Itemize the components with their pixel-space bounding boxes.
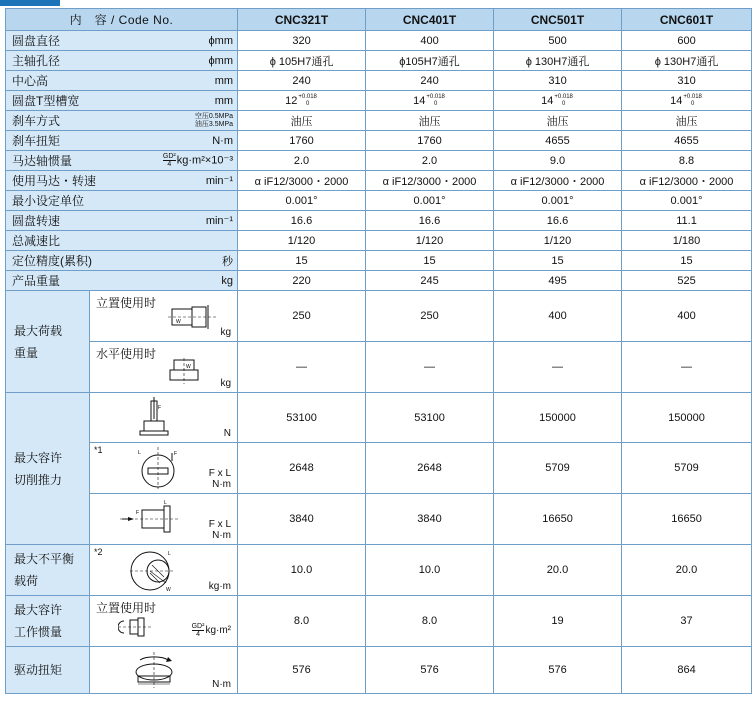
spec-value (494, 211, 622, 231)
fraction-num: GD² (191, 623, 205, 630)
spec-row (6, 231, 752, 251)
max-cut-value: 150000 (494, 393, 622, 443)
spec-row-label (6, 231, 238, 251)
max-cut-value: 16650 (494, 494, 622, 545)
spec-row-label (6, 131, 238, 151)
spec-row (6, 151, 752, 171)
spec-unit: N·m (212, 134, 234, 147)
tolerance-upper: +0.018 (683, 93, 702, 100)
drive-torque-value: 864 (622, 647, 752, 694)
svg-text:L: L (168, 551, 171, 557)
spec-value (366, 111, 494, 131)
max-cut-value: 53100 (366, 393, 494, 443)
max-cut-unit: N (223, 428, 232, 439)
spec-row (6, 191, 752, 211)
unit-suffix: kg·m²×10⁻³ (176, 154, 234, 167)
spec-table (5, 8, 752, 694)
spec-row-label (6, 91, 238, 111)
max-inertia-cell (90, 596, 238, 647)
spec-value (622, 251, 752, 271)
spec-value-text: 15 (423, 254, 436, 267)
spec-row-label (6, 211, 238, 231)
tolerance-upper: +0.018 (554, 93, 573, 100)
spec-row-label (6, 171, 238, 191)
spec-value-text: 14 (670, 94, 683, 107)
spec-name: 马达轴惯量 (12, 154, 73, 168)
spec-value (622, 111, 752, 131)
spec-value (622, 51, 752, 71)
group-line: 最大荷载 (14, 323, 63, 338)
spec-value-text: 16.6 (546, 214, 569, 227)
tolerance-lower: 0 (433, 100, 438, 107)
horizontal-mount-diagram (168, 358, 204, 384)
tolerance-lower: 0 (305, 100, 310, 107)
spec-row (6, 171, 752, 191)
max-cut-value: 2648 (238, 443, 366, 494)
spec-name: 总减速比 (12, 234, 61, 248)
max-load-vertical-value: 400 (494, 291, 622, 342)
spec-value-text: 16.6 (290, 214, 313, 227)
max-load-horizontal-cell (90, 342, 238, 393)
svg-text:F: F (174, 451, 178, 457)
spec-value (238, 251, 366, 271)
group-max-unbalance (6, 545, 90, 596)
unit-line: F x L (208, 519, 232, 530)
spec-value-text: 1760 (417, 134, 442, 147)
tolerance-lower: 0 (690, 100, 695, 107)
spec-value (238, 171, 366, 191)
spec-name: 主轴孔径 (12, 54, 61, 68)
spec-row-label (6, 251, 238, 271)
spec-value-text: 12 (285, 94, 298, 107)
spec-unit: mm (214, 74, 234, 87)
max-cut-value: 53100 (238, 393, 366, 443)
max-cut-unit-fl (209, 468, 231, 490)
unit-line: N·m (212, 479, 232, 490)
tolerance (683, 94, 702, 108)
spec-value (622, 91, 752, 111)
spec-value (238, 231, 366, 251)
spec-value (622, 271, 752, 291)
max-unbalance-unit: kg·m (208, 581, 232, 592)
group-line: 重量 (14, 345, 39, 360)
spec-value (494, 131, 622, 151)
tolerance (554, 94, 573, 108)
tolerance (298, 94, 317, 108)
spec-name: 定位精度(累积) (12, 254, 92, 268)
group-line: 最大不平衡 (14, 552, 75, 566)
max-load-horizontal-value: — (494, 342, 622, 393)
spec-value-text: 525 (677, 274, 696, 287)
spec-value (238, 31, 366, 51)
max-cut-value: 2648 (366, 443, 494, 494)
spec-value (494, 31, 622, 51)
max-inertia-unit (191, 623, 231, 638)
spec-value-text: 1/120 (415, 234, 444, 247)
group-line: 驱动扭矩 (14, 663, 63, 677)
spec-row (6, 131, 752, 151)
spec-value (494, 111, 622, 131)
tolerance-upper: +0.018 (298, 93, 317, 100)
spec-row (6, 91, 752, 111)
unit-line: F x L (208, 468, 232, 479)
spec-value (238, 271, 366, 291)
spec-row-label (6, 111, 238, 131)
vertical-mount-diagram (168, 305, 218, 329)
radial-load-diagram (136, 447, 180, 489)
max-cut-row-3 (90, 494, 238, 545)
spec-row-label (6, 151, 238, 171)
spec-value (238, 211, 366, 231)
spec-unit (162, 153, 233, 168)
model-header: CNC601T (622, 9, 752, 31)
spec-value (238, 111, 366, 131)
spec-value-text: ϕ 130H7通孔 (525, 55, 590, 68)
tolerance-upper: +0.018 (426, 93, 445, 100)
svg-text:L: L (164, 500, 167, 506)
spec-row (6, 211, 752, 231)
max-cut-value: 5709 (622, 443, 752, 494)
spec-value-text: 245 (420, 274, 439, 287)
spec-value-text: 油压 (546, 115, 569, 128)
group-max-load (6, 291, 90, 393)
spec-value-text: 240 (420, 74, 439, 87)
spec-value-text: α iF12/3000・2000 (639, 175, 734, 188)
max-cut-value: 16650 (622, 494, 752, 545)
unit-line: 空压0.5MPa (194, 112, 234, 120)
spec-value (238, 151, 366, 171)
spec-value (494, 271, 622, 291)
spec-value (238, 71, 366, 91)
spec-row (6, 271, 752, 291)
spec-value (366, 171, 494, 191)
spec-value-text: 400 (420, 34, 439, 47)
spec-value (366, 271, 494, 291)
spec-value-text: 310 (548, 74, 567, 87)
spec-value (366, 51, 494, 71)
spec-value-text: 4655 (545, 134, 570, 147)
spec-value (622, 211, 752, 231)
drive-torque-value: 576 (494, 647, 622, 694)
spec-unit: mm (214, 94, 234, 107)
unit-line: N·m (212, 530, 232, 541)
max-load-horizontal-value: — (238, 342, 366, 393)
max-unbalance-value: 20.0 (622, 545, 752, 596)
spec-value (494, 91, 622, 111)
spec-value-text: 2.0 (293, 154, 310, 167)
spec-value-text: 16.6 (418, 214, 441, 227)
inertia-diagram (118, 616, 154, 638)
note-2: *2 (94, 547, 103, 557)
spec-value-text: 4655 (674, 134, 699, 147)
spec-row (6, 111, 752, 131)
max-load-vertical-cell (90, 291, 238, 342)
spec-row-label (6, 271, 238, 291)
unit-fraction (192, 623, 205, 638)
spec-unit: ϕmm (208, 54, 234, 67)
max-unbalance-value: 10.0 (238, 545, 366, 596)
svg-text:L: L (138, 450, 141, 456)
svg-text:W: W (186, 364, 191, 370)
spec-value-text: 600 (677, 34, 696, 47)
spec-value (366, 251, 494, 271)
max-load-vertical-value: 250 (238, 291, 366, 342)
spec-value (494, 171, 622, 191)
max-inertia-value: 37 (622, 596, 752, 647)
spec-value (494, 251, 622, 271)
spec-value (366, 191, 494, 211)
drive-torque-cell (90, 647, 238, 694)
spec-value (494, 51, 622, 71)
spec-value-text: 11.1 (676, 214, 697, 227)
spec-value-text: 310 (677, 74, 696, 87)
spec-value-text: 0.001° (541, 194, 574, 207)
model-header: CNC401T (366, 9, 494, 31)
spec-value (238, 51, 366, 71)
spec-value-text: 1760 (289, 134, 314, 147)
spec-value-text: 320 (292, 34, 311, 47)
spec-value-text: 0.001° (670, 194, 703, 207)
max-cut-value: 3840 (238, 494, 366, 545)
max-inertia-value: 19 (494, 596, 622, 647)
spec-value (238, 91, 366, 111)
max-load-vertical-value: 400 (622, 291, 752, 342)
max-cut-value: 3840 (366, 494, 494, 545)
spec-value (366, 231, 494, 251)
max-load-horizontal-label: 水平使用时 (96, 347, 157, 361)
spec-value-text: 0.001° (285, 194, 318, 207)
spec-value (366, 91, 494, 111)
spec-unit: ϕmm (208, 34, 234, 47)
max-cut-row-2 (90, 443, 238, 494)
spec-value-text: 240 (292, 74, 311, 87)
axial-thrust-diagram (138, 397, 170, 437)
max-cut-value: 150000 (622, 393, 752, 443)
spec-value-text: 500 (548, 34, 567, 47)
tolerance (426, 94, 445, 108)
spec-value-text: 14 (541, 94, 554, 107)
spec-value (366, 151, 494, 171)
spec-value-text: 2.0 (421, 154, 438, 167)
group-line: 最大容许 (14, 450, 63, 465)
spec-value-text: 9.0 (549, 154, 566, 167)
spec-value-text: 0.001° (413, 194, 446, 207)
group-max-cut (6, 393, 90, 545)
tolerance-lower: 0 (561, 100, 566, 107)
spec-name: 使用马达・转速 (12, 174, 97, 188)
spec-value-text: ϕ 105H7通孔 (269, 55, 334, 68)
max-inertia-value: 8.0 (238, 596, 366, 647)
spec-name: 圆盘直径 (12, 34, 61, 48)
side-thrust-diagram (120, 500, 180, 538)
spec-row (6, 251, 752, 271)
spec-row-label (6, 51, 238, 71)
group-line: 切削推力 (14, 472, 63, 487)
max-load-horizontal-unit: kg (220, 378, 232, 389)
spec-value-text: ϕ 130H7通孔 (654, 55, 719, 68)
spec-value-text: α iF12/3000・2000 (254, 175, 349, 188)
drive-torque-value: 576 (366, 647, 494, 694)
spec-value-text: 油压 (290, 115, 313, 128)
spec-value (238, 191, 366, 211)
spec-value (366, 211, 494, 231)
spec-value (494, 71, 622, 91)
spec-unit (195, 113, 233, 129)
spec-name: 圆盘转速 (12, 214, 61, 228)
spec-row-label (6, 191, 238, 211)
spec-value (494, 191, 622, 211)
spec-value (622, 191, 752, 211)
spec-name: 最小设定单位 (12, 194, 85, 208)
max-inertia-value: 8.0 (366, 596, 494, 647)
spec-unit: kg (221, 274, 234, 287)
spec-value (366, 31, 494, 51)
spec-value-text: 220 (292, 274, 311, 287)
spec-value (494, 151, 622, 171)
spec-value (622, 171, 752, 191)
spec-value-text: 油压 (675, 115, 698, 128)
svg-text:W: W (176, 319, 181, 325)
spec-name: 刹车扭矩 (12, 134, 61, 148)
spec-value (238, 131, 366, 151)
header-label: 内 容 / Code No. (6, 9, 238, 31)
spec-unit: min⁻¹ (205, 175, 234, 187)
model-header: CNC501T (494, 9, 622, 31)
group-drive-torque (6, 647, 90, 694)
spec-value-text: α iF12/3000・2000 (510, 175, 605, 188)
max-load-vertical-unit: kg (220, 327, 232, 338)
unit-suffix: kg·m² (205, 625, 232, 637)
spec-name: 中心高 (12, 74, 49, 88)
spec-value-text: 15 (680, 254, 693, 267)
fraction-num: GD² (162, 153, 176, 160)
max-load-vertical-value: 250 (366, 291, 494, 342)
note-1: *1 (94, 445, 103, 455)
spec-value (366, 71, 494, 91)
max-load-vertical-label: 立置使用时 (96, 296, 157, 310)
unbalance-diagram (128, 549, 178, 593)
unit-line: 油压3.5MPa (194, 120, 234, 128)
spec-value (494, 231, 622, 251)
max-cut-value: 5709 (494, 443, 622, 494)
accent-bar (0, 0, 60, 6)
spec-value-text: 1/120 (287, 234, 316, 247)
spec-value-text: 15 (551, 254, 564, 267)
spec-name: 圆盘T型槽宽 (12, 94, 80, 108)
spec-name: 刹车方式 (12, 114, 61, 128)
max-inertia-label: 立置使用时 (96, 601, 157, 615)
spec-value (622, 231, 752, 251)
spec-row-label (6, 31, 238, 51)
spec-value (622, 31, 752, 51)
drive-torque-value: 576 (238, 647, 366, 694)
svg-text:F: F (158, 405, 162, 411)
spec-row (6, 71, 752, 91)
spec-row (6, 31, 752, 51)
spec-value-text: 8.8 (678, 154, 695, 167)
spec-unit: 秒 (222, 255, 234, 268)
max-cut-unit-fl (209, 519, 231, 541)
model-header: CNC321T (238, 9, 366, 31)
spec-row-label (6, 71, 238, 91)
max-unbalance-value: 10.0 (366, 545, 494, 596)
spec-name: 产品重量 (12, 274, 61, 288)
spec-value-text: 14 (413, 94, 426, 107)
spec-row (6, 51, 752, 71)
spec-value (622, 151, 752, 171)
spec-value (622, 71, 752, 91)
max-unbalance-value: 20.0 (494, 545, 622, 596)
max-cut-row-1 (90, 393, 238, 443)
spec-value-text: ϕ105H7通孔 (399, 55, 460, 68)
fraction-den: 4 (196, 631, 200, 638)
max-load-horizontal-value: — (366, 342, 494, 393)
drive-torque-unit: N·m (212, 679, 232, 690)
svg-text:F: F (136, 510, 140, 516)
spec-value-text: α iF12/3000・2000 (382, 175, 477, 188)
svg-text:W: W (166, 587, 171, 593)
group-line: 工作惯量 (14, 625, 63, 639)
spec-value (622, 131, 752, 151)
max-unbalance-cell (90, 545, 238, 596)
spec-value-text: 15 (295, 254, 308, 267)
fraction-den: 4 (167, 161, 172, 168)
spec-value-text: 1/180 (672, 234, 701, 247)
spec-unit: min⁻¹ (205, 215, 234, 227)
spec-value (366, 131, 494, 151)
max-load-horizontal-value: — (622, 342, 752, 393)
unit-fraction (163, 153, 176, 168)
group-line: 载荷 (14, 574, 39, 588)
spec-value-text: 油压 (418, 115, 441, 128)
spec-value-text: 1/120 (543, 234, 572, 247)
drive-torque-diagram (130, 650, 180, 690)
group-max-inertia (6, 596, 90, 647)
group-line: 最大容许 (14, 603, 63, 617)
spec-value-text: 495 (548, 274, 567, 287)
